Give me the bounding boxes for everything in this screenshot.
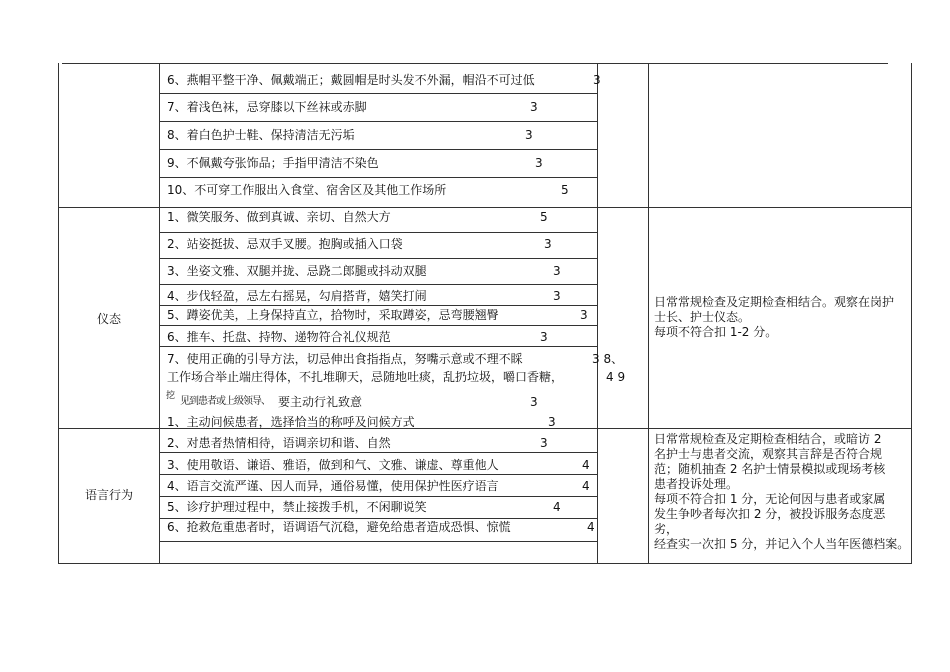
category-label: 仪态	[97, 312, 122, 326]
item-text: 工作场合举止端庄得体，不扎堆聊天，忌随地吐痰，乱扔垃圾，嚼口香糖，	[167, 370, 564, 384]
item-text: 10、不可穿工作服出入食堂、宿舍区及其他工作场所	[167, 183, 447, 197]
item-text: 1、微笑服务、做到真诚、亲切、自然大方	[167, 210, 391, 224]
row-line	[159, 284, 598, 285]
item-text: 7、使用正确的引导方法，切忌伸出食指指点，努嘴示意或不理不睬	[167, 352, 523, 366]
item-text: 4、语言交流严谨、因人而异，通俗易懂，使用保护性医疗语言	[167, 479, 499, 493]
item-score: 4 9	[606, 370, 626, 384]
item-text: 2、对患者热情相待，语调亲切和谐、自然	[167, 436, 391, 450]
note-line: 经查实一次扣 5 分，并记入个人当年医德档案。	[654, 537, 910, 551]
item-score: 3	[553, 264, 561, 278]
row-line	[159, 305, 598, 306]
note-line: 患者投诉处理。	[654, 477, 739, 491]
row-line	[159, 93, 598, 94]
item-text: 3、坐姿文雅、双腿并拢、忌跷二郎腿或抖动双腿	[167, 264, 427, 278]
table-border-left	[58, 63, 59, 564]
category-label: 语言行为	[85, 488, 134, 502]
item-score: 3 8、	[592, 352, 624, 366]
item-score: 4	[582, 479, 590, 493]
row-line	[159, 177, 598, 178]
note-line: 士长、护士仪态。	[654, 310, 751, 324]
note-line: 发生争吵者每次扣 2 分，被投诉服务态度恶	[654, 507, 886, 521]
speech-note	[654, 432, 909, 552]
row-line	[159, 496, 598, 497]
item-text: 2、站姿挺拔、忌双手叉腰。抱胸或插入口袋	[167, 237, 403, 251]
item-text: 要主动行礼致意	[278, 395, 363, 409]
row-line	[159, 518, 598, 519]
section-line	[58, 207, 912, 208]
posture-note	[654, 295, 894, 340]
top-rule	[62, 63, 888, 64]
item-score: 3	[525, 128, 533, 142]
row-line	[159, 149, 598, 150]
item-text: 3、使用敬语、谦语、雅语，做到和气、文雅、谦虚、尊重他人	[167, 458, 499, 472]
item-score: 3	[593, 73, 601, 87]
item-score: 3	[580, 308, 588, 322]
table-border-right	[911, 63, 912, 564]
item-score: 4	[553, 500, 561, 514]
item-prefix: 挖	[166, 391, 176, 401]
item-text: 5、蹲姿优美，上身保持直立，拾物时，采取蹲姿，忌弯腰翘臀	[167, 308, 499, 322]
note-line: 范；随机抽查 2 名护士情景模拟或现场考核	[654, 462, 886, 476]
note-line: 每项不符合扣 1 分，无论何因与患者或家属	[654, 492, 886, 506]
item-score: 3	[530, 100, 538, 114]
item-text: 见到患者或上级领导、	[180, 396, 270, 407]
table-divider-note	[648, 63, 649, 564]
note-line: 名护士与患者交流，观察其言辞是否符合规	[654, 447, 883, 461]
item-score: 3	[553, 289, 561, 303]
note-line: 每项不符合扣 1-2 分。	[654, 325, 778, 339]
item-score: 3	[540, 436, 548, 450]
item-text: 5、诊疗护理过程中，禁止接拨手机，不闲聊说笑	[167, 500, 427, 514]
item-score: 4	[587, 520, 595, 534]
item-score: 4	[582, 458, 590, 472]
note-line: 日常常规检查及定期检查相结合。观察在岗护	[654, 295, 895, 309]
row-line	[159, 346, 598, 347]
item-score: 3	[548, 415, 556, 429]
row-line	[159, 325, 598, 326]
row-line	[159, 258, 598, 259]
item-text: 6、抢救危重患者时，语调语气沉稳，避免给患者造成恐惧、惊慌	[167, 520, 511, 534]
item-score: 5	[561, 183, 569, 197]
row-line	[159, 121, 598, 122]
item-text: 6、推车、托盘、持物、递物符合礼仪规范	[167, 330, 391, 344]
item-score: 3	[540, 330, 548, 344]
item-score: 5	[540, 210, 548, 224]
row-line	[159, 474, 598, 475]
item-text: 8、着白色护士鞋、保持清洁无污垢	[167, 128, 355, 142]
item-text: 7、着浅色袜，忌穿膝以下丝袜或赤脚	[167, 100, 367, 114]
item-score: 3	[535, 156, 543, 170]
row-line	[159, 232, 598, 233]
table-border-bottom	[58, 563, 912, 564]
table-divider-score	[597, 63, 598, 564]
row-line	[159, 452, 598, 453]
item-text: 4、步伐轻盈，忌左右摇晃，勾肩搭背，嬉笑打闹	[167, 289, 427, 303]
item-score: 3	[530, 395, 538, 409]
item-text: 1、主动问候患者，选择恰当的称呼及问候方式	[167, 415, 415, 429]
item-text: 9、不佩戴夸张饰品；手指甲清洁不染色	[167, 156, 379, 170]
row-line	[159, 541, 598, 542]
note-line: 劣，	[654, 522, 679, 536]
item-text: 6、燕帽平整干净、佩戴端正；戴圆帽是时头发不外漏，帽沿不可过低	[167, 73, 535, 87]
table-divider-category	[159, 63, 160, 564]
note-line: 日常常规检查及定期检查相结合，或暗访 2	[654, 432, 882, 446]
item-score: 3	[544, 237, 552, 251]
